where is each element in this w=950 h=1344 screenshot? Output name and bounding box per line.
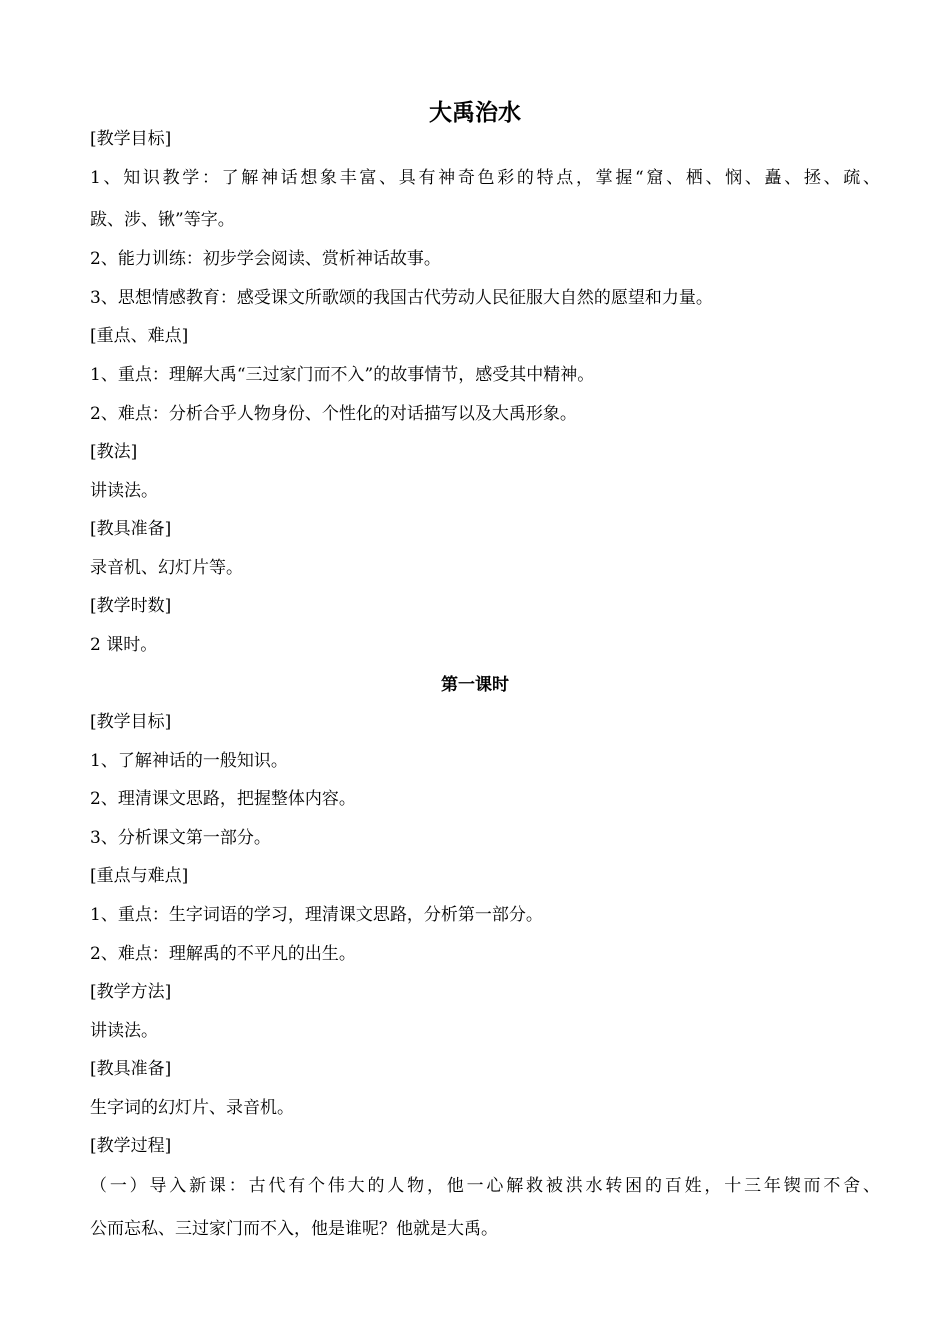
lesson1-goal2: 2、理清课文思路，把握整体内容。 (90, 789, 356, 809)
lesson1-method: 讲读法。 (90, 1021, 158, 1041)
goal3: 3、思想情感教育：感受课文所歌颂的我国古代劳动人民征服大自然的愿望和力量。 (90, 288, 713, 308)
lesson1-heading-key: [重点与难点] (90, 866, 189, 886)
key-point-1: 1、重点：理解大禹“三过家门而不入”的故事情节，感受其中精神。 (90, 365, 595, 385)
lesson1-heading-process: [教学过程] (90, 1136, 172, 1156)
lesson1-intro-line2: 公而忘私、三过家门而不入，他是谁呢？他就是大禹。 (90, 1219, 498, 1239)
goal2: 2、能力训练：初步学会阅读、赏析神话故事。 (90, 249, 441, 269)
lesson1-goal3: 3、分析课文第一部分。 (90, 828, 271, 848)
lesson1-goal1: 1、了解神话的一般知识。 (90, 751, 288, 771)
lesson1-key2: 2、难点：理解禹的不平凡的出生。 (90, 944, 356, 964)
time-text: 2 课时。 (90, 635, 158, 655)
document-title: 大禹治水 (429, 100, 521, 126)
goal1-line2: 跋、涉、锹”等字。 (90, 210, 235, 230)
lesson1-tools: 生字词的幻灯片、录音机。 (90, 1098, 294, 1118)
lesson1-title: 第一课时 (441, 675, 509, 695)
lesson1-heading-method: [教学方法] (90, 982, 172, 1002)
lesson1-heading-tools: [教具准备] (90, 1059, 172, 1079)
section-heading-time: [教学时数] (90, 596, 172, 616)
section-heading-method: [教法] (90, 442, 138, 462)
lesson1-key1: 1、重点：生字词语的学习，理清课文思路，分析第一部分。 (90, 905, 543, 925)
section-heading-key: [重点、难点] (90, 326, 189, 346)
section-heading-goals: [教学目标] (90, 129, 172, 149)
tools-text: 录音机、幻灯片等。 (90, 558, 243, 578)
goal1-line1: 1、知识教学：了解神话想象丰富、具有神奇色彩的特点，掌握“窟、栖、悯、矗、拯、疏、 (90, 168, 880, 188)
method-text: 讲读法。 (90, 481, 158, 501)
key-point-2: 2、难点：分析合乎人物身份、个性化的对话描写以及大禹形象。 (90, 404, 577, 424)
lesson1-heading-goals: [教学目标] (90, 712, 172, 732)
section-heading-tools: [教具准备] (90, 519, 172, 539)
lesson1-intro-line1: （一）导入新课：古代有个伟大的人物，他一心解救被洪水转困的百姓，十三年锲而不舍、 (90, 1176, 880, 1196)
